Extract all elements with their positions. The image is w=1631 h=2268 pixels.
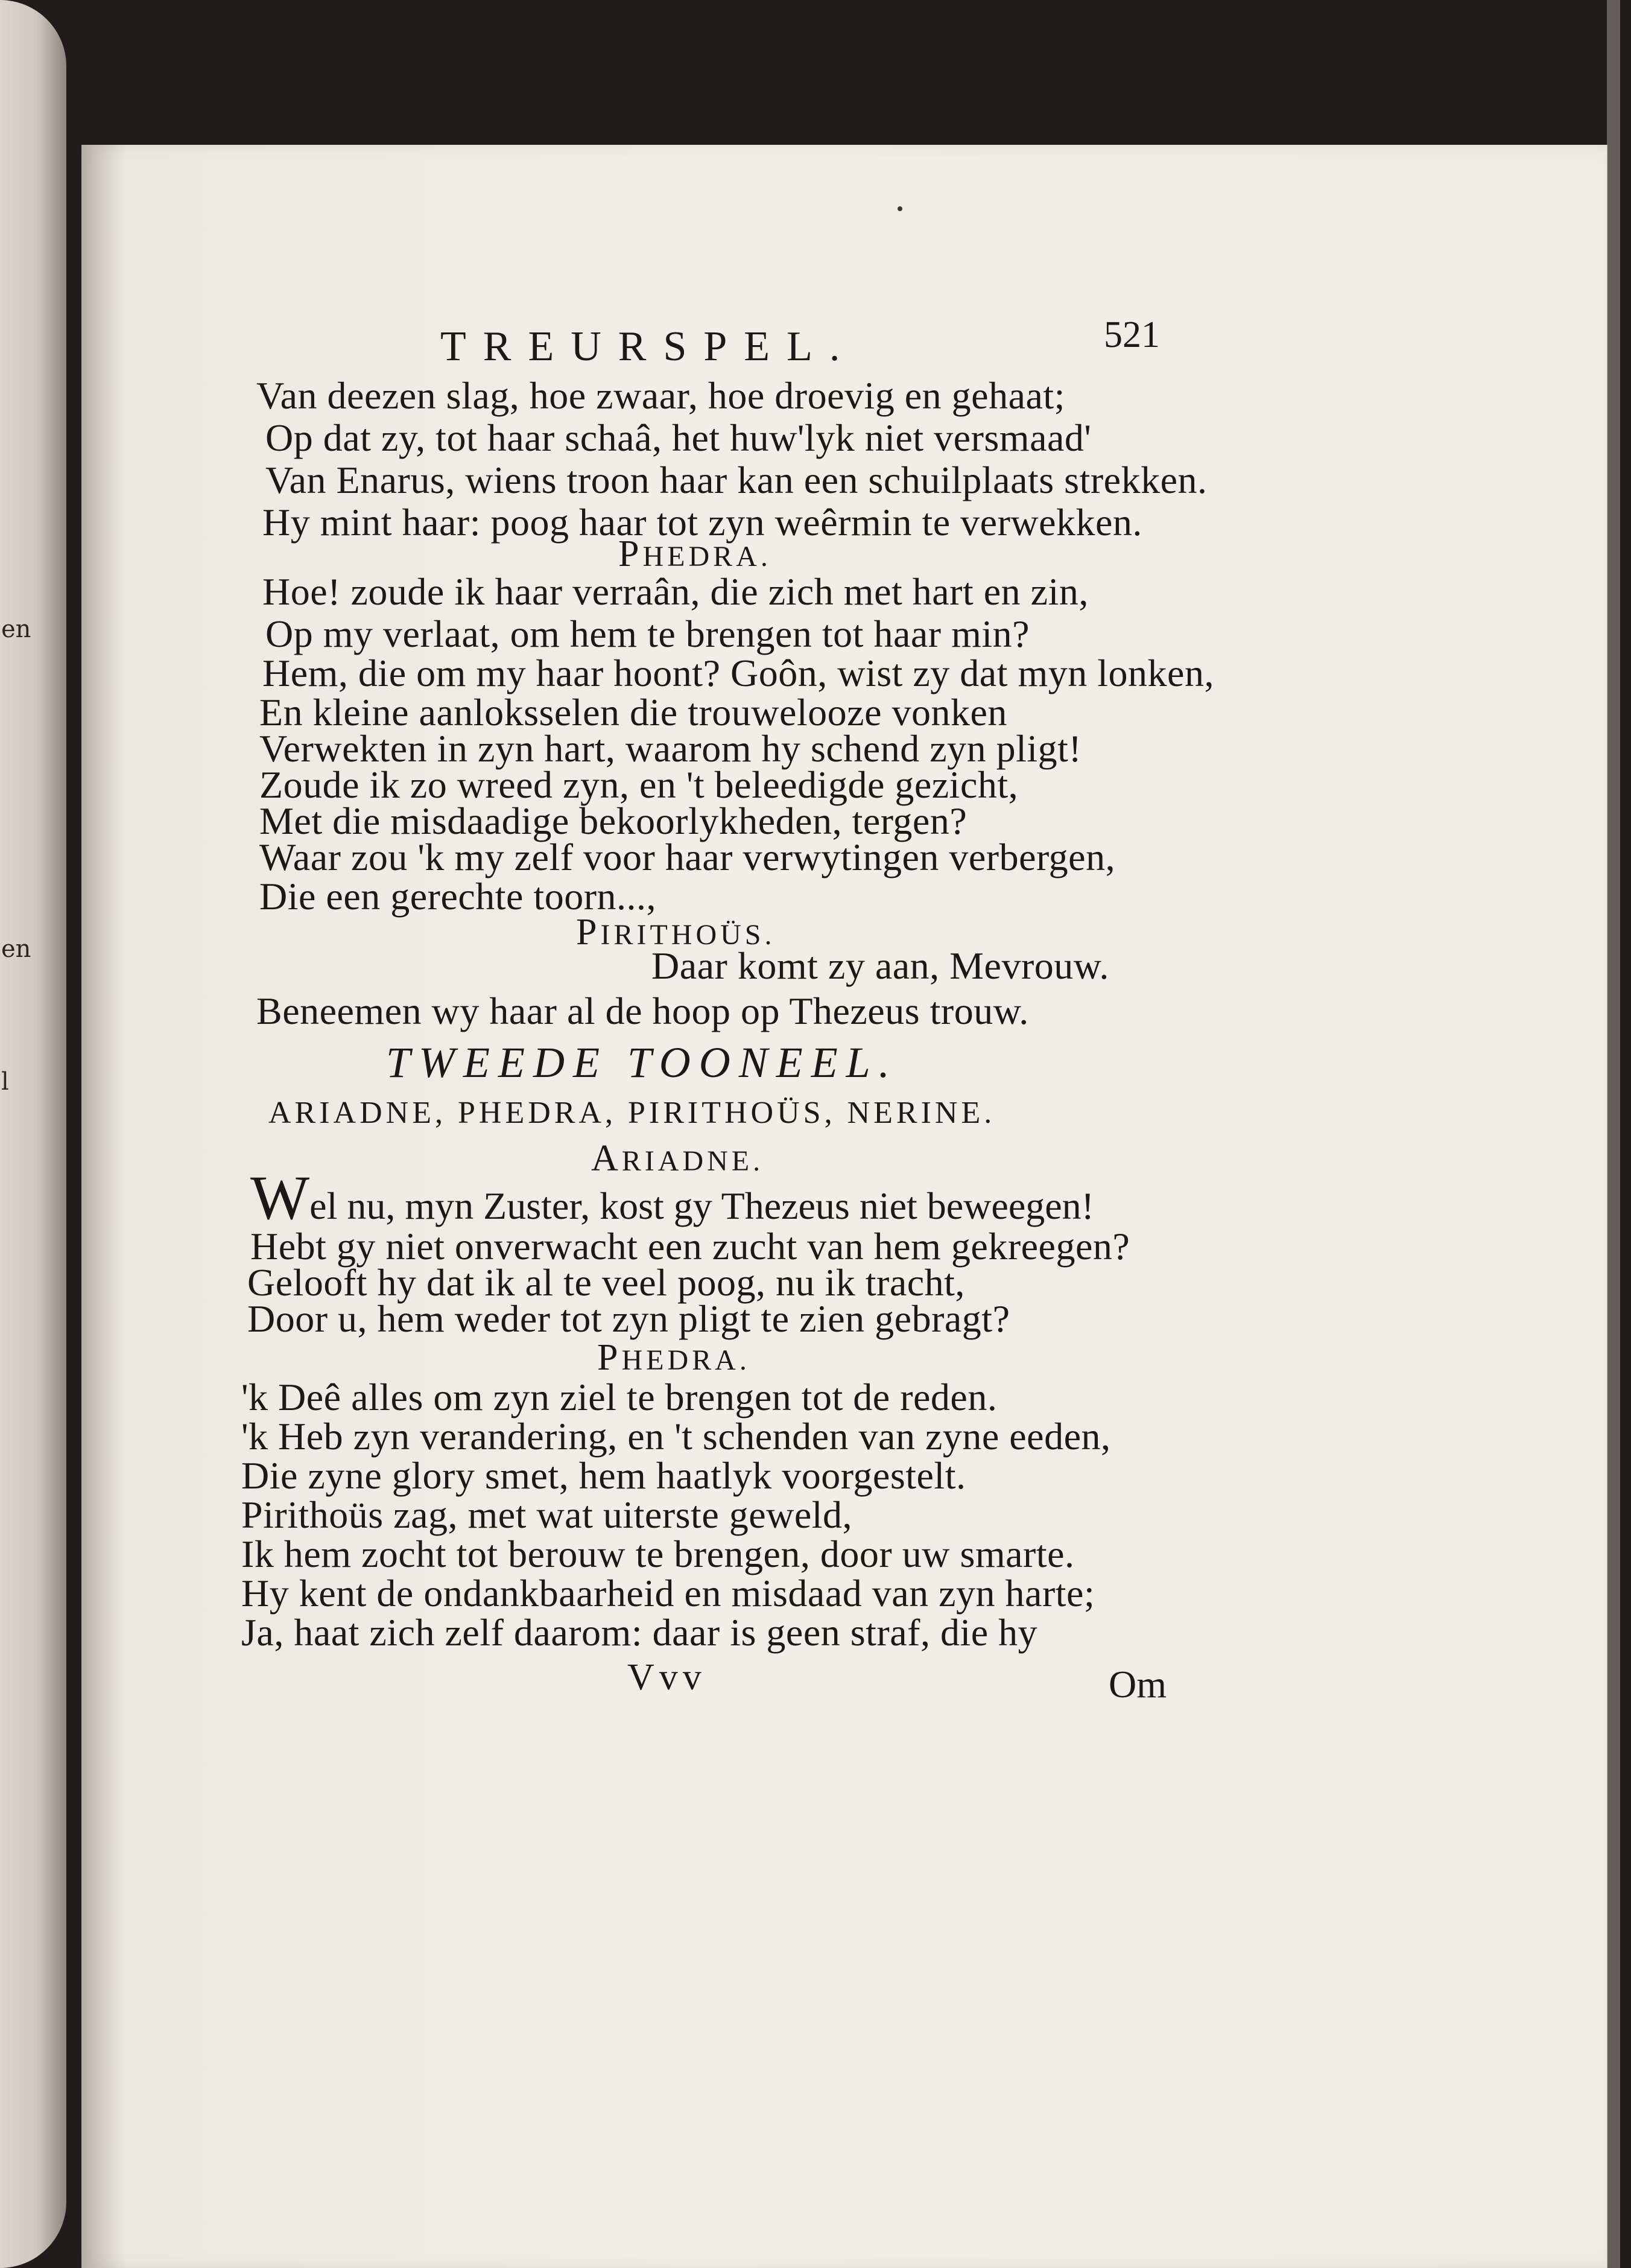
verse-line: Hy mint haar: poog haar tot zyn weêrmin te verwekken.: [262, 501, 1142, 544]
facing-page-fragment: en: [1, 935, 31, 963]
verse-line: Van deezen slag, hoe zwaar, hoe droevig en gehaat;: [256, 374, 1065, 417]
verse-line: Door u, hem weder tot zyn pligt te zien gebragt?: [247, 1297, 1010, 1340]
scene-cast-list: ARIADNE, PHEDRA, PIRITHOÜS, NERINE.: [268, 1096, 996, 1130]
verse-line: Zoude ik zo wreed zyn, en 't beleedigde gezicht,: [259, 763, 1019, 806]
verse-line: 'k Heb zyn verandering, en 't schenden van zyne eeden,: [241, 1415, 1111, 1458]
speaker-name: PHEDRA.: [618, 533, 771, 574]
ink-speck: [898, 206, 902, 211]
verse-line: Hoe! zoude ik haar verraân, die zich met hart en zin,: [262, 570, 1089, 613]
verse-line: Ja, haat zich zelf daarom: daar is geen straf, die hy: [241, 1611, 1038, 1654]
facing-page-fragment: l: [1, 1068, 9, 1096]
drop-capital: W: [250, 1163, 310, 1233]
verse-line: [250, 1163, 1094, 1233]
verse-line: Ik hem zocht tot berouw te brengen, door uw smarte.: [241, 1533, 1075, 1575]
verse-line: Gelooft hy dat ik al te veel poog, nu ik tracht,: [247, 1261, 965, 1304]
verse-line: Hy kent de ondankbaarheid en misdaad van zyn harte;: [241, 1572, 1095, 1615]
scene-heading: TWEEDE TOONEEL.: [386, 1038, 898, 1087]
verse-line: Op my verlaat, om hem te brengen tot haar min?: [265, 612, 1030, 655]
speaker-name: PHEDRA.: [597, 1337, 750, 1378]
speaker-name: ARIADNE.: [591, 1138, 764, 1179]
catchword: Om: [1109, 1663, 1167, 1706]
verse-line: Op dat zy, tot haar schaâ, het huw'lyk niet versmaad': [265, 416, 1092, 459]
verse-line: En kleine aanloksselen die trouwelooze vonken: [259, 691, 1007, 734]
verse-line: Die een gerechte toorn...,: [259, 875, 657, 918]
verse-text: el nu, myn Zuster, kost gy Thezeus niet beweegen!: [309, 1184, 1094, 1227]
verse-line: Daar komt zy aan, Mevrouw.: [651, 944, 1109, 987]
verse-line: Met die misdaadige bekoorlykheden, tergen?: [259, 799, 968, 842]
verse-line: Van Enarus, wiens troon haar kan een schuilplaats strekken.: [265, 459, 1208, 501]
verse-line: 'k Deê alles om zyn ziel te brengen tot de reden.: [241, 1376, 998, 1418]
verse-line: Hebt gy niet onverwacht een zucht van hem gekreegen?: [250, 1225, 1130, 1268]
verse-line: Die zyne glory smet, hem haatlyk voorgestelt.: [241, 1454, 966, 1497]
verse-line: Pirithoüs zag, met wat uiterste geweld,: [241, 1493, 853, 1536]
signature-mark: Vvv: [627, 1657, 706, 1698]
verse-line: Hem, die om my haar hoont? Goôn, wist zy dat myn lonken,: [262, 652, 1214, 694]
verse-line: Waar zou 'k my zelf voor haar verwytingen verbergen,: [259, 836, 1116, 878]
verse-line: Beneemen wy haar al de hoop op Thezeus trouw.: [256, 989, 1029, 1032]
page-number: 521: [1104, 314, 1160, 355]
verse-line: Verwekten in zyn hart, waarom hy schend zyn pligt!: [259, 727, 1082, 770]
facing-page-fragment: en: [1, 615, 31, 643]
running-head: TREURSPEL.: [440, 323, 857, 370]
speaker-name: PIRITHOÜS.: [576, 912, 776, 953]
